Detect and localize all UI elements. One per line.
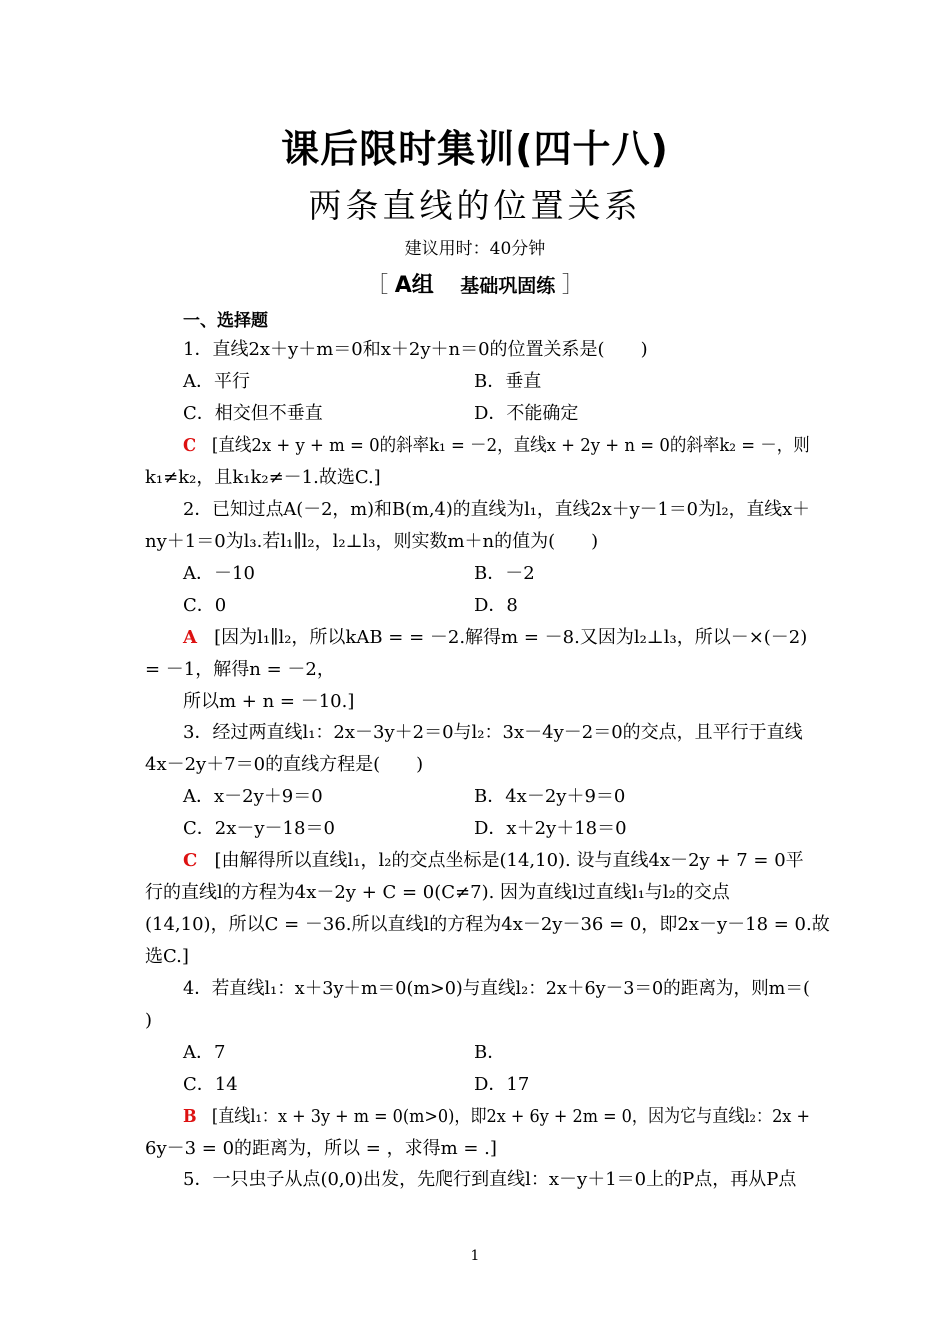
group-name: 基础巩固练 xyxy=(460,275,556,297)
q2-explanation-line2: = －1，解得n = －2， xyxy=(145,659,335,680)
q3-stem-line2: 4x－2y＋7＝0的直线方程是( ) xyxy=(145,754,424,775)
q1-explanation-line2: k₁≠k₂，且k₁k₂≠－1.故选C.] xyxy=(145,467,381,488)
q1-answer: C xyxy=(183,435,197,456)
q2-option-c: C．0 xyxy=(183,595,227,616)
q4-option-c: C．14 xyxy=(183,1074,238,1095)
page-number: 1 xyxy=(470,1248,480,1264)
q3-option-a: A．x－2y＋9＝0 xyxy=(183,786,323,807)
q2-stem-line1: 2．已知过点A(－2，m)和B(m,4)的直线为l₁，直线2x＋y－1＝0为l₂，直线x＋ xyxy=(183,499,810,520)
group-bracket-close: ］ xyxy=(561,273,584,298)
q1-stem: 1．直线2x＋y＋m＝0和x＋2y＋n＝0的位置关系是( ) xyxy=(183,339,648,360)
q4-option-d: D．17 xyxy=(474,1074,530,1095)
q4-explanation xyxy=(183,1105,810,1129)
q2-option-d: D．8 xyxy=(474,595,518,616)
q3-option-b: B．4x－2y＋9＝0 xyxy=(474,786,626,807)
section-heading: 一、选择题 xyxy=(183,311,268,331)
q1-option-d: D．不能确定 xyxy=(474,403,579,424)
page-subtitle: 两条直线的位置关系 xyxy=(308,186,642,225)
q3-explanation-line4: 选C.] xyxy=(145,946,189,967)
q3-explanation xyxy=(183,849,804,873)
q3-explanation-line3: (14,10)，所以C = －36.所以直线l的方程为4x－2y－36 = 0，即2x－y－18 = 0.故 xyxy=(145,914,830,935)
group-letter: A组 xyxy=(394,273,434,298)
q4-option-b: B． xyxy=(474,1042,506,1063)
q2-stem-line2: ny＋1＝0为l₃.若l₁∥l₂，l₂⊥l₃，则实数m＋n的值为( ) xyxy=(145,531,599,552)
q2-option-a: A．－10 xyxy=(183,563,255,584)
q1-option-c: C．相交但不垂直 xyxy=(183,403,323,424)
q4-answer: B xyxy=(183,1106,197,1127)
q4-stem-line2: ) xyxy=(145,1010,153,1031)
q1-explanation xyxy=(183,434,810,458)
q3-option-c: C．2x－y－18＝0 xyxy=(183,818,335,839)
q3-stem-line1: 3．经过两直线l₁：2x－3y＋2＝0与l₂：3x－4y－2＝0的交点，且平行于直线 xyxy=(183,722,803,743)
group-bracket-open: ［ xyxy=(366,273,389,298)
q2-answer: A xyxy=(183,627,197,648)
q4-explanation-line2: 6y－3 = 0的距离为，所以 = ，求得m = .] xyxy=(145,1138,497,1159)
q3-option-d: D．x＋2y＋18＝0 xyxy=(474,818,627,839)
q2-explanation-line3: 所以m + n = －10.] xyxy=(183,691,355,712)
suggested-time: 建议用时：40分钟 xyxy=(404,239,546,259)
q4-explanation-line1: [直线l₁：x + 3y + m = 0(m>0)，即2x + 6y + 2m = 0，因为它与直线l₂：2x + xyxy=(211,1106,810,1127)
q2-explanation-line1: [因为l₁∥l₂，所以kAB = = －2.解得m = －8.又因为l₂⊥l₃，所以－×(－2) xyxy=(214,627,808,648)
q1-option-a: A．平行 xyxy=(183,371,250,392)
group-header xyxy=(0,268,950,299)
q3-explanation-line2: 行的直线l的方程为4x－2y + C = 0(C≠7). 因为直线l过直线l₁与l₂的交点 xyxy=(145,882,730,903)
q2-explanation xyxy=(183,626,807,650)
page-title: 课后限时集训(四十八) xyxy=(281,127,669,171)
q2-option-b: B．－2 xyxy=(474,563,535,584)
q4-option-a: A．7 xyxy=(183,1042,226,1063)
q5-stem-line1: 5．一只虫子从点(0,0)出发，先爬行到直线l：x－y＋1＝0上的P点，再从P点 xyxy=(183,1169,797,1190)
q3-explanation-line1: [由解得所以直线l₁，l₂的交点坐标是(14,10). 设与直线4x－2y + 7 = 0平 xyxy=(214,850,804,871)
q1-option-b: B．垂直 xyxy=(474,371,542,392)
q1-explanation-line1: [直线2x + y + m = 0的斜率k₁ = －2，直线x + 2y + n = 0的斜率k₂ = －，则 xyxy=(211,435,810,456)
q3-answer: C xyxy=(183,850,198,871)
q4-stem-line1: 4．若直线l₁：x＋3y＋m＝0(m>0)与直线l₂：2x＋6y－3＝0的距离为，则m＝( xyxy=(183,978,810,999)
